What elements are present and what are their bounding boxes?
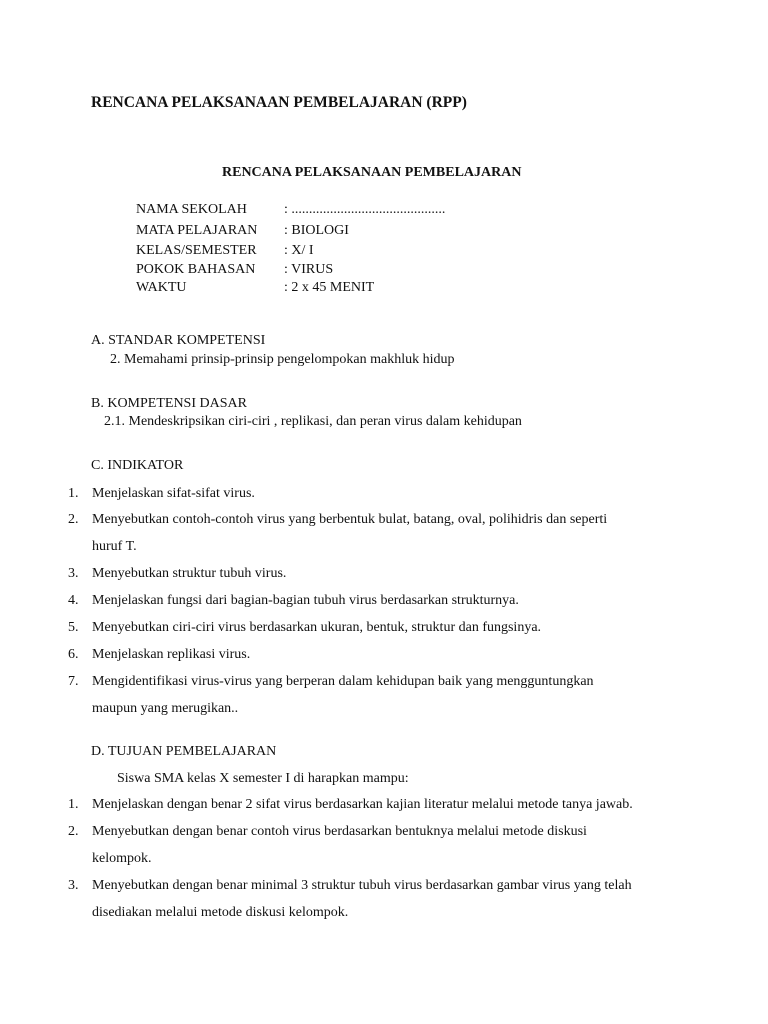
section-b-heading: B. KOMPETENSI DASAR <box>91 396 247 411</box>
section-a-line: 2. Memahami prinsip-prinsip pengelompokan makhluk hidup <box>110 352 455 367</box>
info-label-class: KELAS/SEMESTER <box>136 243 257 258</box>
indicator-item: Menjelaskan sifat-sifat virus. <box>92 486 255 501</box>
section-d-intro: Siswa SMA kelas X semester I di harapkan mampu: <box>117 771 409 786</box>
indicator-number: 3. <box>68 566 79 581</box>
info-value-class: : X/ I <box>284 243 314 258</box>
info-label-school: NAMA SEKOLAH <box>136 202 247 217</box>
indicator-item: Menjelaskan replikasi virus. <box>92 647 251 662</box>
section-c-heading: C. INDIKATOR <box>91 458 184 473</box>
objective-item: Menyebutkan dengan benar minimal 3 struktur tubuh virus berdasarkan gambar virus yang telah <box>92 878 632 893</box>
indicator-item: Menyebutkan struktur tubuh virus. <box>92 566 287 581</box>
indicator-number: 5. <box>68 620 79 635</box>
objective-number: 2. <box>68 824 79 839</box>
info-value-school: : ............................................ <box>284 202 446 217</box>
indicator-item: Menyebutkan ciri-ciri virus berdasarkan ukuran, bentuk, struktur dan fungsinya. <box>92 620 542 635</box>
indicator-item-continuation: huruf T. <box>92 539 137 554</box>
document-title: RENCANA PELAKSANAAN PEMBELAJARAN (RPP) <box>91 94 467 111</box>
info-value-time: : 2 x 45 MENIT <box>284 280 375 295</box>
objective-item: Menjelaskan dengan benar 2 sifat virus berdasarkan kajian literatur melalui metode tanya jawab. <box>92 797 633 812</box>
objective-number: 3. <box>68 878 79 893</box>
section-b-line: 2.1. Mendeskripsikan ciri-ciri , replikasi, dan peran virus dalam kehidupan <box>104 414 522 429</box>
indicator-number: 7. <box>68 674 79 689</box>
indicator-number: 2. <box>68 512 79 527</box>
info-value-topic: : VIRUS <box>284 262 334 277</box>
info-label-time: WAKTU <box>136 280 187 295</box>
indicator-item: Mengidentifikasi virus-virus yang berperan dalam kehidupan baik yang mengguntungkan <box>92 674 594 689</box>
info-label-topic: POKOK BAHASAN <box>136 262 256 277</box>
document-subtitle: RENCANA PELAKSANAAN PEMBELAJARAN <box>222 165 522 180</box>
indicator-number: 4. <box>68 593 79 608</box>
indicator-item: Menyebutkan contoh-contoh virus yang berbentuk bulat, batang, oval, polihidris dan seperti <box>92 512 608 527</box>
objective-item-continuation: disediakan melalui metode diskusi kelompok. <box>92 905 349 920</box>
indicator-number: 6. <box>68 647 79 662</box>
objective-item: Menyebutkan dengan benar contoh virus berdasarkan bentuknya melalui metode diskusi <box>92 824 587 839</box>
objective-number: 1. <box>68 797 79 812</box>
info-value-subject: : BIOLOGI <box>284 223 349 238</box>
info-label-subject: MATA PELAJARAN <box>136 223 258 238</box>
section-d-heading: D. TUJUAN PEMBELAJARAN <box>91 744 277 759</box>
indicator-item: Menjelaskan fungsi dari bagian-bagian tubuh virus berdasarkan strukturnya. <box>92 593 519 608</box>
section-a-heading: A. STANDAR KOMPETENSI <box>91 333 266 348</box>
indicator-item-continuation: maupun yang merugikan.. <box>92 701 239 716</box>
indicator-number: 1. <box>68 486 79 501</box>
objective-item-continuation: kelompok. <box>92 851 152 866</box>
